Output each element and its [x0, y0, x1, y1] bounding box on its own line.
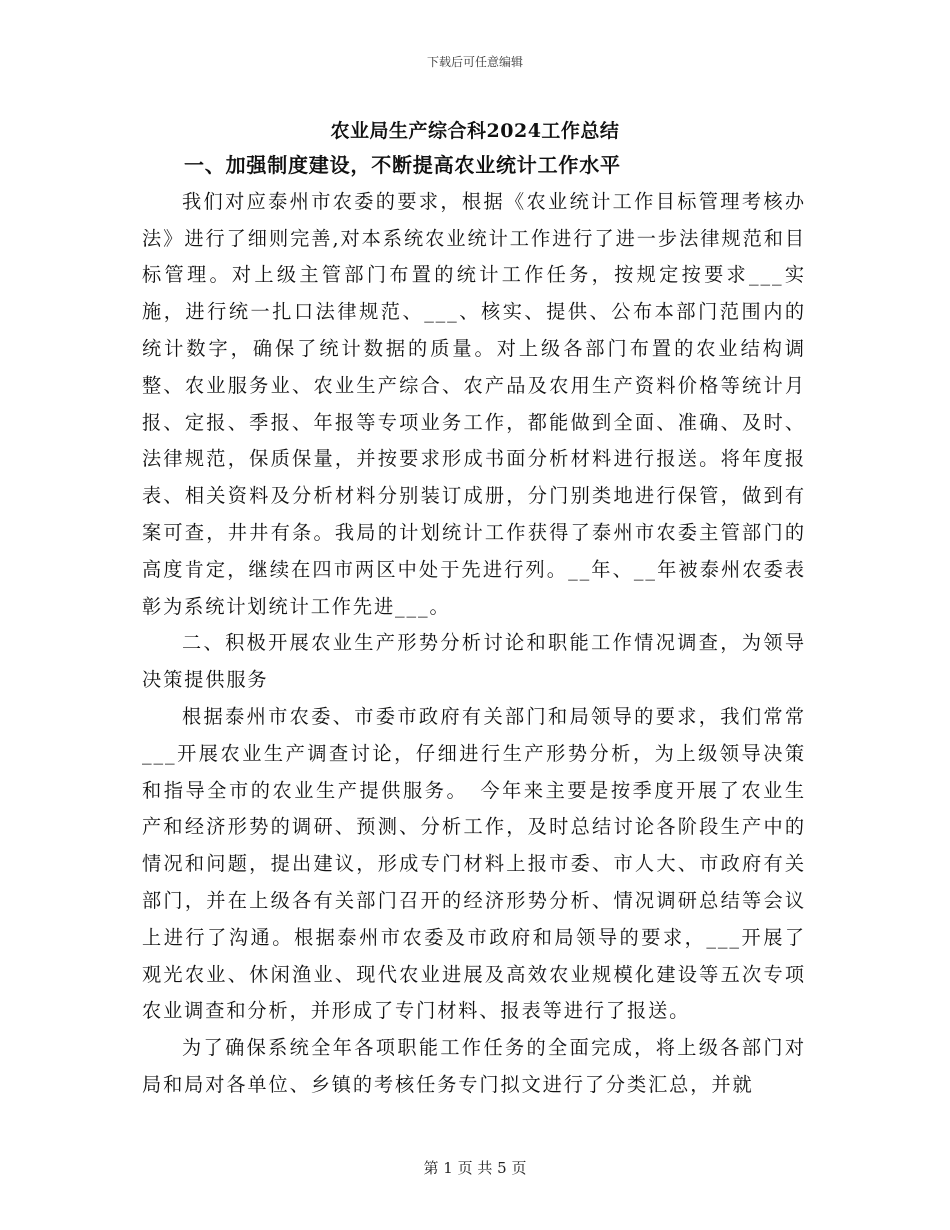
section-2-paragraph-1: 根据泰州市农委、市委市政府有关部门和局领导的要求，我们常常___开展农业生产调查讨论，仔细进行生产形势分析，为上级领导决策和指导全市的农业生产提供服务。 今年来主要是按季度开展了农业生产和经济形势的调研、预测、分析工作，及时总结讨论各阶段生产中的情况和问题，提出建议，形成专门材料上报市委、市人大、市政府有关部门，并在上级各有关部门召开的经济形势分析、情况调研总结等会议上进行了沟通。根据泰州市农委及市政府和局领导的要求，___开展了观光农业、休闲渔业、现代农业进展及高效农业规模化建设等五次专项农业调查和分析，并形成了专门材料、报表等进行了报送。 [142, 704, 806, 1023]
header-note: 下载后可任意编辑 [426, 55, 523, 69]
document-title: 农业局生产综合科2024工作总结 [330, 120, 620, 142]
section-1-paragraph: 我们对应泰州市农委的要求，根据《农业统计工作目标管理考核办法》进行了细则完善,对本系统农业统计工作进行了进一步法律规范和目标管理。对上级主管部门布置的统计工作任务，按规定按要求___实施，进行统一扎口法律规范、___、核实、提供、公布本部门范围内的统计数字，确保了统计数据的质量。对上级各部门布置的农业结构调整、农业服务业、农业生产综合、农产品及农用生产资料价格等统计月报、定报、季报、年报等专项业务工作，都能做到全面、准确、及时、法律规范，保质保量，并按要求形成书面分析材料进行报送。将年度报表、相关资料及分析材料分别装订成册，分门别类地进行保管，做到有案可查，井井有条。我局的计划统计工作获得了泰州市农委主管部门的高度肯定，继续在四市两区中处于先进行列。__年、__年被泰州农委表彰为系统计划统计工作先进___。 [142, 189, 806, 618]
page-number: 第 1 页 共 5 页 [423, 1159, 527, 1177]
section-2-paragraph-2: 为了确保系统全年各项职能工作任务的全面完成，将上级各部门对局和局对各单位、乡镇的考核任务专门拟文进行了分类汇总，并就 [142, 1036, 806, 1096]
section-1-heading: 一、加强制度建设，不断提高农业统计工作水平 [184, 153, 621, 177]
section-2-heading: 二、积极开展农业生产形势分析讨论和职能工作情况调查，为领导决策提供服务 [142, 631, 806, 692]
document-body [142, 147, 806, 1104]
